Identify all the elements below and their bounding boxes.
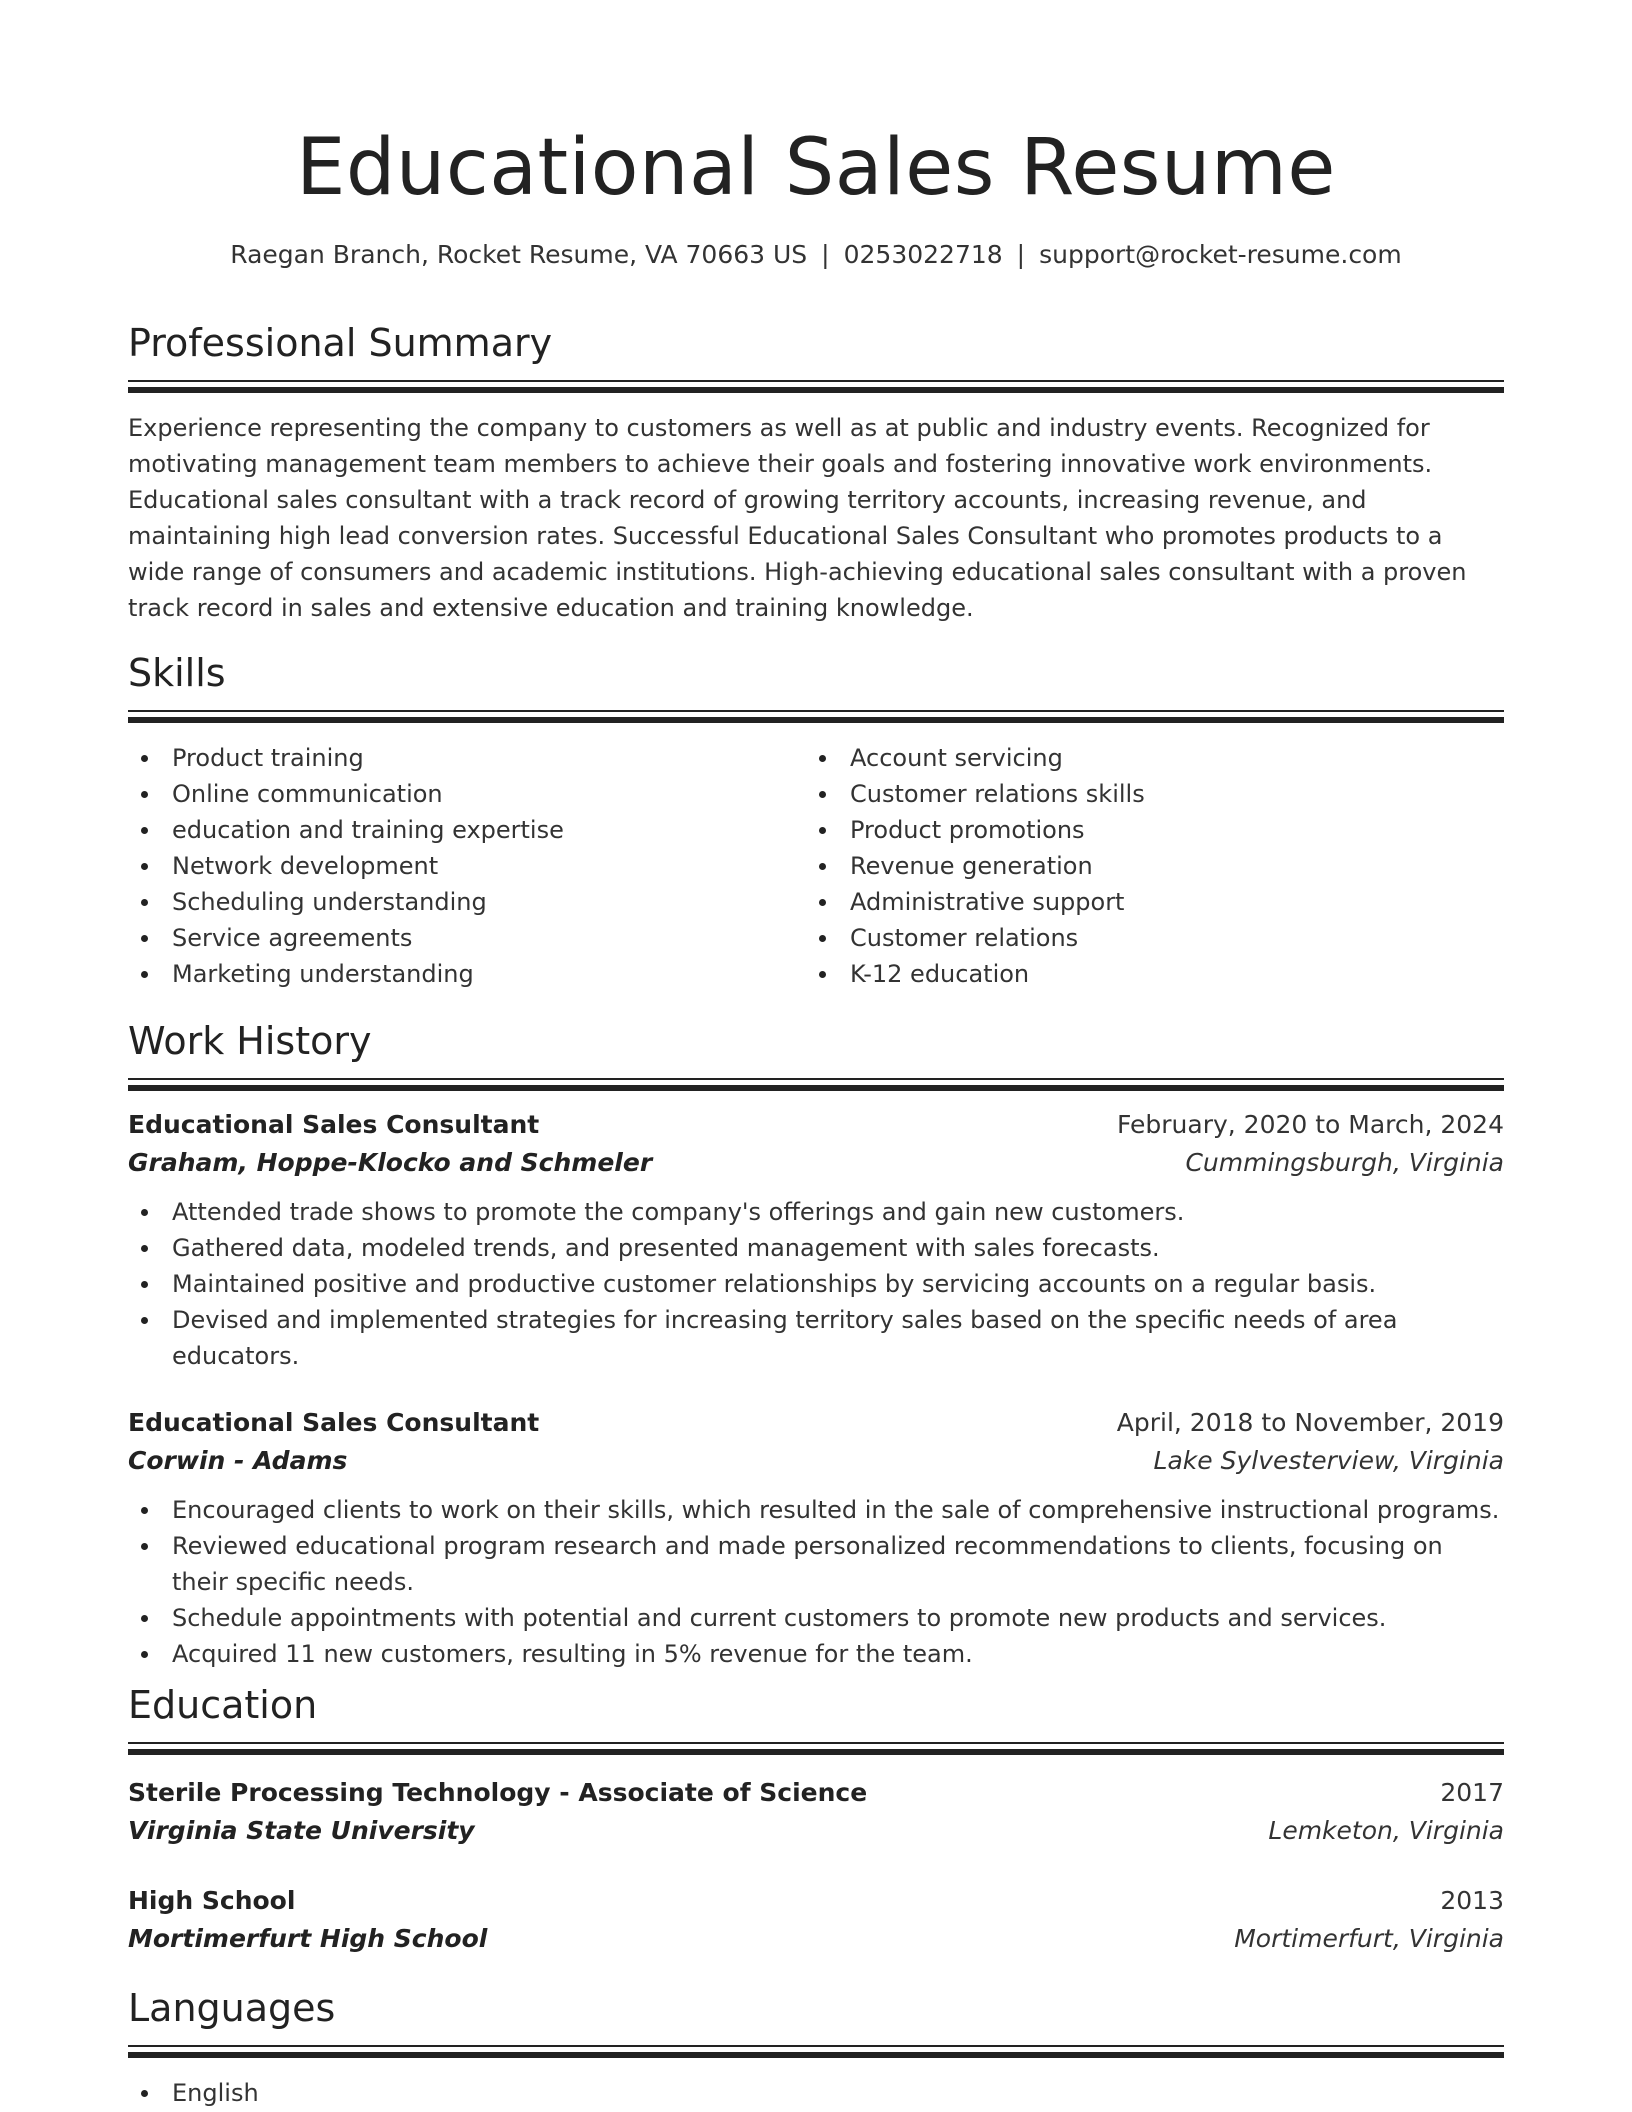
job-bullet: Encouraged clients to work on their skills, which resulted in the sale of comprehensive instructional programs.: [128, 1492, 1504, 1528]
job-company: Corwin - Adams: [128, 1446, 348, 1475]
summary-text: Experience representing the company to customers as well as at public and industry events. Recognized for motivating management team members to achieve their goals and fostering innovative work environments. Educational sales consultant with a track record of growing territory accounts, increasing revenue, and maintaining high lead conversion rates. Successful Educational Sales Consultant who promotes products to a wide range of consumers and academic institutions. High-achieving educational sales consultant with a proven track record in sales and extensive education and training knowledge.: [128, 414, 1467, 622]
job-entry: [128, 1404, 1504, 1672]
job-bullet: Attended trade shows to promote the company's offerings and gain new customers.: [128, 1194, 1504, 1230]
languages-list: [128, 2075, 1504, 2111]
skill-item: Customer relations skills: [806, 776, 1484, 812]
job-dates: February, 2020 to March, 2024: [1116, 1110, 1504, 1139]
job-bullet: Acquired 11 new customers, resulting in 5% revenue for the team.: [128, 1636, 1504, 1672]
section-divider: [128, 1742, 1504, 1756]
education-year: 2017: [1440, 1778, 1504, 1807]
education-location: Mortimerfurt, Virginia: [1234, 1924, 1504, 1953]
job-location: Cummingsburgh, Virginia: [1185, 1148, 1504, 1177]
job-header: [128, 1106, 1504, 1144]
resume-title: Educational Sales Resume: [296, 123, 1336, 213]
section-divider: [128, 2045, 1504, 2059]
education-entry: [128, 1882, 1504, 1958]
job-bullets: [128, 1194, 1504, 1374]
job-company: Graham, Hoppe-Klocko and Schmeler: [128, 1148, 653, 1177]
education-subheader: [128, 1920, 1504, 1958]
section-heading: Work History: [128, 1019, 372, 1063]
education-school: Virginia State University: [128, 1816, 475, 1845]
job-bullet: Schedule appointments with potential and current customers to promote new products and services.: [128, 1600, 1504, 1636]
contact-email: support@rocket-resume.com: [1039, 240, 1402, 269]
skill-item: Product training: [128, 740, 806, 776]
section-heading: Professional Summary: [128, 321, 553, 365]
skill-item: K-12 education: [806, 956, 1484, 992]
contact-separator: |: [821, 240, 830, 269]
section-heading: Skills: [128, 651, 226, 695]
job-bullet: Reviewed educational program research and made personalized recommendations to clients, focusing on their specific needs.: [128, 1528, 1504, 1600]
section-divider: [128, 710, 1504, 724]
education-subheader: [128, 1812, 1504, 1850]
education-year: 2013: [1440, 1886, 1504, 1915]
summary-section: [128, 318, 1504, 626]
language-item: English: [128, 2075, 1504, 2111]
job-bullet: Maintained positive and productive customer relationships by servicing accounts on a regular basis.: [128, 1266, 1504, 1302]
languages-section: [128, 1983, 1504, 2111]
section-divider: [128, 1078, 1504, 1092]
education-header: [128, 1882, 1504, 1920]
section-heading: Education: [128, 1683, 318, 1727]
education-header: [128, 1774, 1504, 1812]
job-bullet: Devised and implemented strategies for increasing territory sales based on the specific needs of area educators.: [128, 1302, 1504, 1374]
skill-item: Product promotions: [806, 812, 1484, 848]
skill-item: Administrative support: [806, 884, 1484, 920]
education-degree: Sterile Processing Technology - Associate of Science: [128, 1778, 868, 1807]
job-title: Educational Sales Consultant: [128, 1408, 540, 1437]
skills-list-right: [806, 740, 1484, 992]
education-school: Mortimerfurt High School: [128, 1924, 488, 1953]
job-subheader: [128, 1144, 1504, 1182]
work-history-section: [128, 1016, 1504, 1672]
skill-item: Revenue generation: [806, 848, 1484, 884]
skill-item: Network development: [128, 848, 806, 884]
skills-list-left: [128, 740, 806, 992]
skills-columns: [128, 740, 1504, 992]
skill-item: Account servicing: [806, 740, 1484, 776]
contact-line: [128, 238, 1504, 272]
education-location: Lemketon, Virginia: [1268, 1816, 1504, 1845]
skill-item: education and training expertise: [128, 812, 806, 848]
job-header: [128, 1404, 1504, 1442]
skill-item: Marketing understanding: [128, 956, 806, 992]
education-entry: [128, 1774, 1504, 1850]
section-divider: [128, 380, 1504, 394]
job-subheader: [128, 1442, 1504, 1480]
skill-item: Scheduling understanding: [128, 884, 806, 920]
skill-item: Online communication: [128, 776, 806, 812]
contact-separator: |: [1016, 240, 1026, 269]
job-location: Lake Sylvesterview, Virginia: [1153, 1446, 1504, 1475]
job-title: Educational Sales Consultant: [128, 1110, 540, 1139]
job-entry: [128, 1106, 1504, 1374]
job-bullets: [128, 1492, 1504, 1672]
skills-section: [128, 648, 1504, 992]
contact-address: Raegan Branch, Rocket Resume, VA 70663 US: [230, 240, 808, 269]
skill-item: Service agreements: [128, 920, 806, 956]
section-heading: Languages: [128, 1986, 336, 2030]
skill-item: Customer relations: [806, 920, 1484, 956]
job-bullet: Gathered data, modeled trends, and presented management with sales forecasts.: [128, 1230, 1504, 1266]
contact-phone: 0253022718: [843, 240, 1003, 269]
education-section: [128, 1680, 1504, 1958]
education-degree: High School: [128, 1886, 296, 1915]
job-dates: April, 2018 to November, 2019: [1116, 1408, 1504, 1437]
